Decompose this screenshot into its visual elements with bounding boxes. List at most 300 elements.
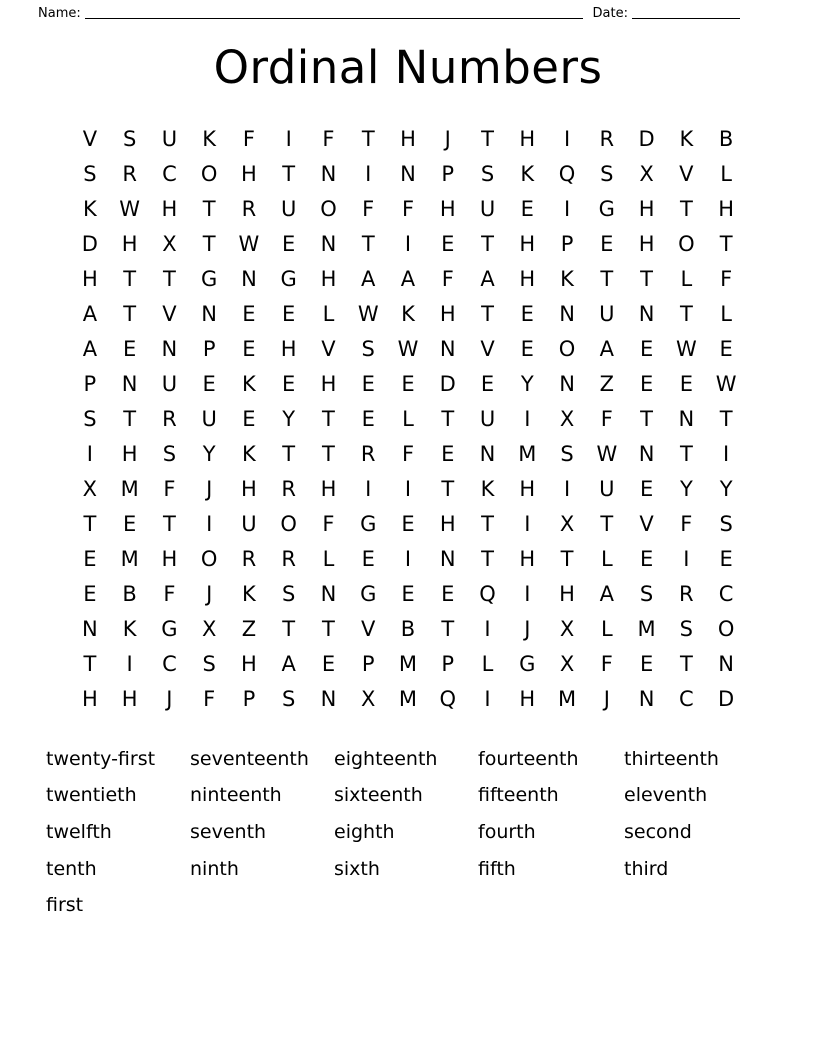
grid-cell: X: [201, 616, 217, 641]
word-list-item[interactable]: eleventh: [624, 784, 708, 807]
grid-cell: C: [718, 581, 734, 606]
word-list-item[interactable]: eighth: [334, 820, 395, 843]
grid-cell: L: [322, 546, 335, 571]
grid-cell: U: [599, 301, 615, 326]
grid-cell: H: [519, 231, 536, 256]
grid-cell: W: [397, 336, 419, 361]
grid-cell: S: [361, 336, 375, 361]
grid-cell: Q: [479, 581, 496, 606]
grid-cell: N: [320, 686, 337, 711]
grid-cell: E: [401, 511, 415, 536]
grid-cell: E: [719, 546, 733, 571]
grid-cell: N: [559, 371, 575, 396]
grid-cell: L: [600, 546, 613, 571]
grid-cell: K: [401, 301, 415, 326]
grid-cell: T: [481, 231, 494, 256]
grid-cell: Y: [202, 441, 216, 466]
grid-cell: T: [560, 546, 574, 571]
word-list-item[interactable]: tenth: [46, 857, 97, 880]
grid-cell: F: [680, 511, 693, 536]
grid-cell: E: [361, 546, 375, 571]
word-list-item[interactable]: twelfth: [46, 820, 112, 843]
grid-cell: X: [361, 686, 376, 711]
date-label: Date:: [592, 6, 628, 21]
word-list-item[interactable]: fourth: [478, 820, 536, 843]
grid-cell: B: [718, 126, 734, 151]
grid-cell: U: [599, 476, 615, 501]
grid-cell: H: [638, 196, 655, 221]
grid-cell: T: [481, 126, 494, 151]
grid-cell: H: [439, 301, 456, 326]
grid-cell: H: [519, 126, 536, 151]
grid-cell: U: [201, 406, 217, 431]
grid-cell: U: [479, 196, 496, 221]
grid-cell: T: [481, 511, 494, 536]
grid-cell: A: [361, 266, 376, 291]
grid-cell: G: [519, 651, 536, 676]
grid-cell: E: [639, 546, 654, 571]
grid-cell: V: [480, 336, 495, 361]
grid-cell: J: [206, 581, 213, 606]
grid-cell: E: [83, 546, 97, 571]
grid-cell: H: [519, 476, 536, 501]
grid-cell: O: [678, 231, 695, 256]
grid-cell: V: [82, 126, 98, 151]
word-list-item[interactable]: eighteenth: [334, 747, 438, 770]
grid-cell: I: [683, 546, 690, 571]
grid-cell: N: [439, 336, 456, 361]
grid-cell: F: [203, 686, 216, 711]
grid-cell: F: [362, 196, 375, 221]
grid-cell: T: [282, 616, 296, 641]
grid-cell: A: [82, 301, 98, 326]
grid-cell: E: [600, 231, 614, 256]
grid-cell: T: [202, 196, 216, 221]
grid-cell: H: [320, 371, 337, 396]
grid-cell: T: [202, 231, 216, 256]
grid-cell: S: [202, 651, 216, 676]
grid-cell: G: [280, 266, 297, 291]
grid-cell: W: [357, 301, 379, 326]
grid-cell: J: [524, 616, 531, 641]
grid-cell: S: [83, 406, 97, 431]
grid-cell: T: [600, 266, 614, 291]
grid-cell: Y: [719, 476, 733, 501]
grid-cell: H: [241, 651, 257, 676]
grid-cell: T: [282, 161, 296, 186]
grid-cell: F: [720, 266, 733, 291]
word-list-item[interactable]: fifteenth: [478, 784, 559, 807]
grid-cell: H: [439, 196, 456, 221]
grid-cell: T: [679, 441, 693, 466]
grid-cell: F: [322, 126, 335, 151]
grid-cell: M: [637, 616, 656, 641]
grid-cell: T: [481, 546, 494, 571]
grid-cell: L: [402, 406, 414, 431]
grid-cell: E: [282, 231, 296, 256]
grid-cell: E: [242, 301, 256, 326]
grid-cell: P: [202, 336, 216, 361]
grid-cell: S: [282, 686, 296, 711]
word-list-item[interactable]: third: [624, 857, 669, 880]
grid-cell: I: [404, 546, 412, 571]
grid-cell: Q: [558, 161, 576, 186]
grid-cell: H: [121, 441, 138, 466]
grid-cell: K: [242, 371, 256, 396]
grid-cell: T: [123, 266, 137, 291]
grid-cell: S: [162, 441, 177, 466]
grid-cell: N: [241, 266, 257, 291]
grid-cell: R: [241, 546, 257, 571]
grid-cell: R: [679, 581, 694, 606]
grid-cell: E: [401, 581, 415, 606]
grid-cell: L: [680, 266, 693, 291]
grid-cell: P: [560, 231, 574, 256]
grid-cell: A: [599, 336, 614, 361]
grid-cell: T: [162, 511, 176, 536]
grid-cell: S: [639, 581, 654, 606]
grid-cell: N: [121, 371, 138, 396]
grid-cell: I: [563, 196, 571, 221]
grid-cell: T: [679, 301, 693, 326]
grid-cell: H: [718, 196, 734, 221]
grid-cell: R: [281, 546, 296, 571]
grid-cell: R: [599, 126, 615, 151]
grid-cell: F: [441, 266, 454, 291]
grid-cell: S: [600, 161, 614, 186]
name-label: Name:: [38, 6, 81, 21]
grid-cell: H: [400, 126, 416, 151]
grid-cell: T: [83, 651, 97, 676]
grid-cell: H: [81, 686, 98, 711]
word-list-item[interactable]: second: [624, 820, 692, 843]
grid-cell: E: [639, 336, 654, 361]
grid-cell: P: [361, 651, 375, 676]
grid-cell: I: [206, 511, 213, 536]
grid-cell: F: [163, 581, 176, 606]
grid-cell: V: [162, 301, 177, 326]
grid-cell: X: [559, 406, 575, 431]
grid-cell: F: [242, 126, 255, 151]
grid-cell: T: [600, 511, 614, 536]
grid-cell: T: [162, 266, 176, 291]
grid-cell: E: [679, 371, 693, 396]
grid-cell: M: [120, 546, 139, 571]
word-list-item[interactable]: sixteenth: [334, 784, 423, 807]
grid-cell: H: [320, 476, 337, 501]
grid-cell: U: [281, 196, 297, 221]
grid-cell: E: [282, 301, 296, 326]
grid-cell: N: [320, 231, 337, 256]
grid-cell: I: [524, 511, 531, 536]
grid-cell: N: [638, 441, 655, 466]
grid-cell: X: [162, 231, 177, 256]
grid-cell: B: [122, 581, 137, 606]
grid-cell: D: [638, 126, 655, 151]
grid-cell: R: [162, 406, 177, 431]
grid-cell: M: [120, 476, 139, 501]
grid-cell: A: [480, 266, 495, 291]
grid-cell: O: [320, 196, 337, 221]
grid-cell: R: [281, 476, 296, 501]
grid-cell: H: [161, 196, 178, 221]
grid-cell: T: [361, 231, 375, 256]
grid-cell: N: [718, 651, 734, 676]
page-title: Ordinal Numbers: [213, 41, 603, 94]
grid-cell: I: [484, 616, 491, 641]
grid-cell: E: [480, 371, 495, 396]
grid-cell: C: [162, 161, 177, 186]
grid-cell: H: [81, 266, 98, 291]
grid-cell: S: [560, 441, 574, 466]
grid-cell: N: [638, 301, 655, 326]
grid-cell: X: [559, 651, 575, 676]
grid-cell: K: [679, 126, 694, 151]
grid-cell: S: [83, 161, 97, 186]
grid-cell: O: [558, 336, 576, 361]
grid-cell: T: [679, 196, 693, 221]
grid-cell: N: [320, 161, 337, 186]
grid-cell: T: [322, 406, 335, 431]
grid-cell: I: [563, 476, 571, 501]
grid-cell: T: [481, 301, 494, 326]
grid-cell: O: [200, 546, 218, 571]
grid-cell: Y: [520, 371, 534, 396]
word-list-item[interactable]: ninteenth: [190, 784, 282, 807]
grid-cell: V: [679, 161, 694, 186]
grid-cell: T: [719, 406, 733, 431]
grid-cell: K: [202, 126, 217, 151]
grid-cell: H: [121, 231, 138, 256]
grid-cell: K: [122, 616, 137, 641]
grid-cell: G: [360, 581, 377, 606]
grid-cell: V: [639, 511, 654, 536]
grid-cell: Y: [282, 406, 296, 431]
grid-cell: N: [320, 581, 337, 606]
grid-cell: D: [81, 231, 98, 256]
grid-cell: N: [439, 546, 456, 571]
grid-cell: E: [441, 441, 455, 466]
grid-cell: K: [242, 581, 256, 606]
grid-cell: L: [720, 161, 732, 186]
grid-cell: H: [241, 161, 257, 186]
grid-cell: U: [241, 511, 257, 536]
grid-cell: E: [242, 406, 256, 431]
grid-cell: M: [557, 686, 577, 711]
grid-cell: V: [361, 616, 376, 641]
grid-cell: G: [201, 266, 218, 291]
grid-cell: L: [481, 651, 494, 676]
grid-cell: K: [82, 196, 97, 221]
grid-cell: T: [282, 441, 296, 466]
grid-cell: E: [520, 336, 534, 361]
grid-cell: T: [123, 301, 137, 326]
grid-cell: E: [401, 371, 415, 396]
grid-cell: T: [441, 406, 455, 431]
grid-cell: L: [600, 616, 613, 641]
grid-cell: E: [282, 371, 296, 396]
word-list-item[interactable]: fifth: [478, 857, 516, 880]
name-input-rule[interactable]: [85, 6, 583, 19]
grid-cell: D: [718, 686, 735, 711]
grid-cell: Y: [679, 476, 693, 501]
grid-cell: G: [360, 511, 377, 536]
grid-cell: F: [600, 406, 613, 431]
grid-cell: J: [206, 476, 213, 501]
grid-cell: J: [444, 126, 451, 151]
word-search-grid: [70, 126, 746, 711]
grid-cell: H: [519, 546, 536, 571]
grid-cell: I: [524, 581, 531, 606]
grid-cell: R: [122, 161, 137, 186]
grid-cell: T: [361, 126, 375, 151]
grid-cell: E: [639, 651, 654, 676]
grid-cell: H: [638, 231, 655, 256]
grid-cell: C: [162, 651, 177, 676]
grid-cell: O: [280, 511, 297, 536]
grid-cell: A: [599, 581, 614, 606]
grid-cell: T: [441, 616, 455, 641]
grid-cell: T: [719, 231, 733, 256]
worksheet-header: [0, 0, 816, 21]
grid-cell: E: [361, 371, 375, 396]
grid-cell: F: [322, 511, 335, 536]
date-input-rule[interactable]: [632, 6, 740, 19]
grid-cell: E: [520, 301, 534, 326]
grid-cell: I: [126, 651, 133, 676]
grid-cell: Z: [241, 616, 257, 641]
grid-cell: H: [519, 266, 536, 291]
grid-cell: W: [119, 196, 141, 221]
grid-cell: I: [365, 161, 372, 186]
grid-cell: S: [679, 616, 694, 641]
grid-cell: E: [242, 336, 256, 361]
grid-cell: J: [603, 686, 610, 711]
grid-cell: P: [441, 651, 455, 676]
grid-cell: H: [280, 336, 297, 361]
grid-cell: H: [121, 686, 138, 711]
grid-cell: E: [639, 371, 654, 396]
grid-cell: H: [519, 686, 536, 711]
grid-cell: F: [600, 651, 613, 676]
grid-cell: J: [166, 686, 173, 711]
grid-cell: T: [322, 441, 335, 466]
grid-cell: T: [123, 406, 137, 431]
grid-cell: X: [559, 511, 575, 536]
grid-cell: K: [242, 441, 256, 466]
grid-cell: H: [439, 511, 456, 536]
grid-cell: T: [441, 476, 455, 501]
word-list-item[interactable]: seventh: [190, 820, 267, 843]
grid-cell: W: [596, 441, 618, 466]
grid-cell: O: [200, 161, 218, 186]
grid-cell: R: [360, 441, 376, 466]
grid-cell: P: [242, 686, 256, 711]
grid-cell: I: [86, 441, 93, 466]
grid-cell: I: [524, 406, 531, 431]
grid-cell: O: [717, 616, 735, 641]
grid-cell: X: [559, 616, 575, 641]
grid-cell: A: [281, 651, 296, 676]
grid-cell: S: [122, 126, 137, 151]
grid-cell: L: [720, 301, 732, 326]
grid-cell: I: [484, 686, 491, 711]
grid-cell: U: [161, 126, 178, 151]
grid-cell: M: [398, 651, 418, 676]
grid-cell: F: [401, 441, 415, 466]
grid-cell: N: [400, 161, 416, 186]
grid-cell: E: [520, 196, 534, 221]
grid-cell: E: [122, 511, 137, 536]
grid-cell: E: [83, 581, 97, 606]
grid-cell: W: [238, 231, 260, 256]
grid-cell: H: [559, 581, 575, 606]
grid-cell: A: [400, 266, 416, 291]
word-list-item[interactable]: first: [46, 894, 84, 917]
grid-cell: F: [401, 196, 415, 221]
grid-cell: U: [479, 406, 496, 431]
grid-cell: Q: [439, 686, 457, 711]
grid-cell: I: [723, 441, 730, 466]
grid-cell: P: [83, 371, 97, 396]
grid-cell: X: [639, 161, 654, 186]
grid-cell: H: [241, 476, 257, 501]
word-list-item[interactable]: seventeenth: [190, 747, 309, 770]
grid-cell: E: [719, 336, 733, 361]
word-list-item[interactable]: sixth: [334, 857, 380, 880]
grid-cell: N: [82, 616, 98, 641]
grid-cell: T: [640, 406, 653, 431]
grid-cell: K: [480, 476, 495, 501]
grid-cell: E: [361, 406, 375, 431]
grid-cell: E: [321, 651, 336, 676]
grid-cell: S: [480, 161, 495, 186]
word-list-item[interactable]: twentieth: [46, 784, 137, 807]
grid-cell: C: [679, 686, 694, 711]
grid-cell: Z: [599, 371, 615, 396]
grid-cell: F: [163, 476, 176, 501]
grid-cell: K: [560, 266, 574, 291]
grid-cell: S: [719, 511, 733, 536]
grid-cell: L: [322, 301, 335, 326]
grid-cell: P: [441, 161, 455, 186]
grid-cell: G: [161, 616, 178, 641]
grid-cell: S: [282, 581, 296, 606]
grid-cell: E: [441, 581, 455, 606]
grid-cell: H: [161, 546, 178, 571]
grid-cell: D: [439, 371, 456, 396]
grid-cell: H: [320, 266, 337, 291]
grid-cell: I: [563, 126, 571, 151]
grid-cell: N: [201, 301, 218, 326]
grid-cell: E: [441, 231, 455, 256]
grid-cell: I: [365, 476, 372, 501]
grid-cell: M: [398, 686, 418, 711]
grid-cell: W: [715, 371, 737, 396]
grid-cell: U: [161, 371, 178, 396]
word-list-item[interactable]: fourteenth: [478, 747, 579, 770]
grid-cell: E: [202, 371, 216, 396]
grid-cell: N: [479, 441, 496, 466]
grid-cell: T: [640, 266, 653, 291]
word-list-item[interactable]: thirteenth: [624, 747, 719, 770]
grid-cell: G: [598, 196, 615, 221]
word-list-item[interactable]: ninth: [190, 857, 239, 880]
grid-cell: R: [241, 196, 257, 221]
grid-cell: N: [678, 406, 695, 431]
word-list-item[interactable]: twenty-first: [46, 747, 156, 770]
grid-cell: M: [518, 441, 537, 466]
